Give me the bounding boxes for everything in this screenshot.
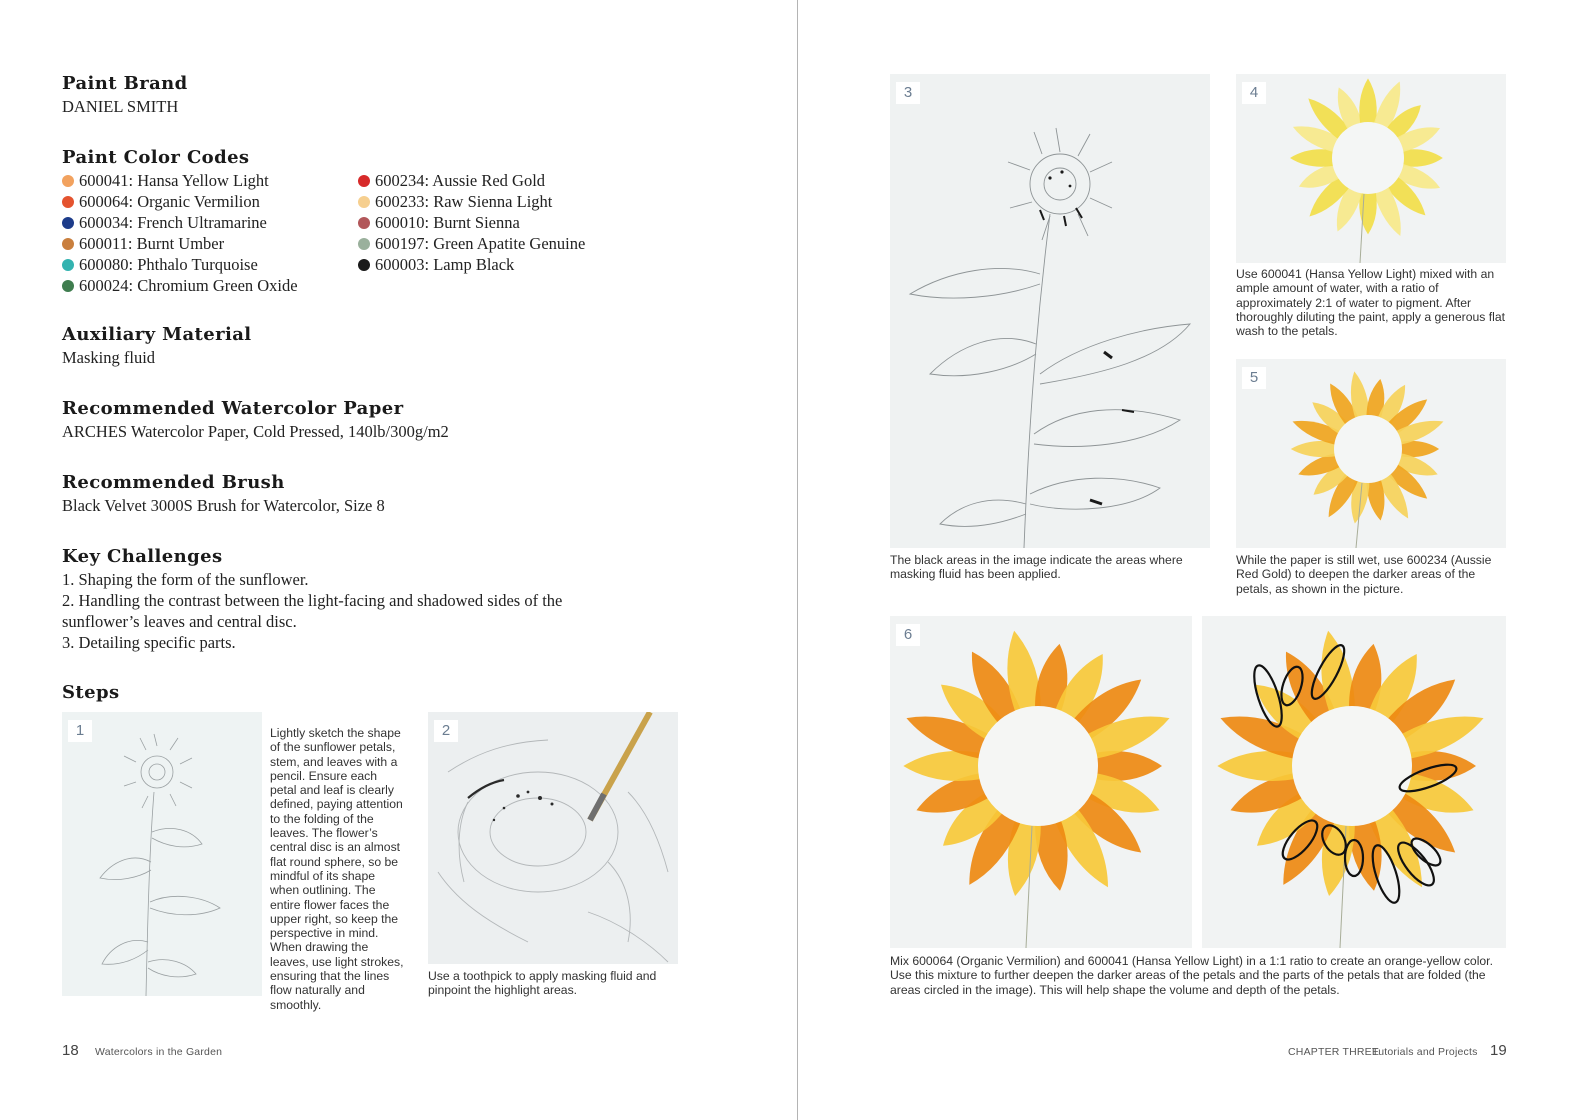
paint-color-item [62, 254, 358, 275]
sunflower-masked-sketch-image [890, 74, 1210, 548]
key-challenges-section [62, 545, 622, 653]
color-swatch-icon [358, 217, 370, 229]
auxiliary-material-section [62, 323, 702, 368]
recommended-brush-section [62, 471, 702, 516]
paint-color-codes-heading: Paint Color Codes [62, 147, 250, 168]
right-footer-chapter: CHAPTER THREE [1288, 1046, 1380, 1058]
paint-color-item [358, 191, 658, 212]
step-3-photo [890, 74, 1210, 548]
recommended-paper-value: ARCHES Watercolor Paper, Cold Pressed, 140lb/300g/m2 [62, 422, 449, 441]
step-1-photo [62, 712, 262, 996]
recommended-brush-heading: Recommended Brush [62, 472, 285, 493]
paint-color-item [358, 212, 658, 233]
paint-color-label: 600234: Aussie Red Gold [375, 170, 546, 190]
paint-brand-value: DANIEL SMITH [62, 97, 179, 116]
paint-color-codes-section [62, 146, 702, 296]
recommended-paper-section [62, 397, 702, 442]
paint-color-label: 600064: Organic Vermilion [79, 191, 260, 211]
step-3-caption: The black areas in the image indicate the areas where masking fluid has been applied. [890, 553, 1183, 582]
paint-color-label: 600233: Raw Sienna Light [375, 191, 553, 211]
color-swatch-icon [62, 259, 74, 271]
steps-heading-text: Steps [62, 682, 120, 703]
paint-color-item [62, 191, 358, 212]
step-6-caption: Mix 600064 (Organic Vermilion) and 600041 (Hansa Yellow Light) in a 1:1 ratio to create an orange-yellow color. Use this mixture to further deepen the darker areas of the petals and the parts of the petals that are folded (the areas circled in the image). This will help shape the volume and depth of the petals. [890, 954, 1493, 997]
step-1-caption: Lightly sketch the shape of the sunflower petals, stem, and leaves with a pencil. Ensure each petal and leaf is clearly defined, paying attention to the folding of the leaves. The flower’s central disc is an almost flat round sphere, so be mindful of its shape when outlining. The entire flower faces the upper right, so keep the perspective in mind. When drawing the leaves, use light strokes, ensuring that the lines flow naturally and smoothly. [270, 726, 404, 1012]
color-swatch-icon [62, 196, 74, 208]
step-4-caption: Use 600041 (Hansa Yellow Light) mixed with an ample amount of water, with a ratio of approximately 2:1 of water to pigment. After thoroughly diluting the paint, apply a generous flat wash to the petals. [1236, 267, 1505, 339]
color-swatch-icon [358, 259, 370, 271]
recommended-paper-heading: Recommended Watercolor Paper [62, 398, 404, 419]
paint-brand-section [62, 72, 702, 117]
paint-color-item [62, 170, 358, 191]
paint-color-item [358, 233, 658, 254]
color-swatch-icon [62, 175, 74, 187]
left-page-number: 18 [62, 1042, 79, 1059]
step-6-number: 6 [896, 624, 920, 646]
step-5-number: 5 [1242, 367, 1266, 389]
step-4-photo [1236, 74, 1506, 263]
step-6-photo-left [890, 616, 1192, 948]
sunflower-circled-areas-image [1202, 616, 1506, 948]
step-6-photo-right [1202, 616, 1506, 948]
step-1-number: 1 [68, 720, 92, 742]
step-3-number: 3 [896, 82, 920, 104]
right-page [798, 0, 1596, 1120]
right-footer-title: Tutorials and Projects [1372, 1046, 1478, 1058]
sunflower-yellow-wash-image [1236, 74, 1506, 263]
key-challenge-item: 1. Shaping the form of the sunflower. [62, 570, 309, 589]
paint-color-label: 600034: French Ultramarine [79, 212, 267, 232]
key-challenge-item: 2. Handling the contrast between the light-facing and shadowed sides of the sunflower’s leaves and central disc. [62, 591, 563, 631]
masking-fluid-closeup-image [428, 712, 678, 964]
step-2-photo [428, 712, 678, 964]
paint-color-label: 600041: Hansa Yellow Light [79, 170, 269, 190]
paint-color-label: 600010: Burnt Sienna [375, 212, 520, 232]
paint-color-label: 600011: Burnt Umber [79, 233, 225, 253]
color-swatch-icon [358, 196, 370, 208]
paint-brand-heading: Paint Brand [62, 73, 188, 94]
paint-color-item [358, 170, 658, 191]
sunflower-red-gold-image [1236, 359, 1506, 548]
paint-color-label: 600003: Lamp Black [375, 254, 515, 274]
step-5-photo [1236, 359, 1506, 548]
paint-color-label: 600024: Chromium Green Oxide [79, 275, 298, 295]
step-2-caption: Use a toothpick to apply masking fluid and pinpoint the highlight areas. [428, 969, 657, 998]
recommended-brush-value: Black Velvet 3000S Brush for Watercolor, Size 8 [62, 496, 385, 515]
key-challenge-item: 3. Detailing specific parts. [62, 633, 236, 652]
auxiliary-material-heading: Auxiliary Material [62, 324, 252, 345]
paint-color-item [62, 275, 358, 296]
paint-color-item [358, 254, 658, 275]
color-swatch-icon [62, 280, 74, 292]
auxiliary-material-value: Masking fluid [62, 348, 156, 367]
key-challenges-heading: Key Challenges [62, 546, 223, 567]
step-2-number: 2 [434, 720, 458, 742]
step-4-number: 4 [1242, 82, 1266, 104]
paint-color-list [62, 170, 702, 296]
paint-color-item [62, 233, 358, 254]
color-swatch-icon [358, 238, 370, 250]
sunflower-orange-yellow-image [890, 616, 1192, 948]
sunflower-sketch-image [62, 712, 262, 996]
step-5-caption: While the paper is still wet, use 600234 (Aussie Red Gold) to deepen the darker areas of the petals, as shown in the picture. [1236, 553, 1492, 596]
right-page-number: 19 [1490, 1042, 1507, 1059]
left-footer-title: Watercolors in the Garden [95, 1046, 223, 1058]
paint-color-item [62, 212, 358, 233]
color-swatch-icon [62, 238, 74, 250]
paint-color-label: 600080: Phthalo Turquoise [79, 254, 258, 274]
paint-color-label: 600197: Green Apatite Genuine [375, 233, 586, 253]
color-swatch-icon [62, 217, 74, 229]
color-swatch-icon [358, 175, 370, 187]
steps-heading [62, 681, 702, 705]
